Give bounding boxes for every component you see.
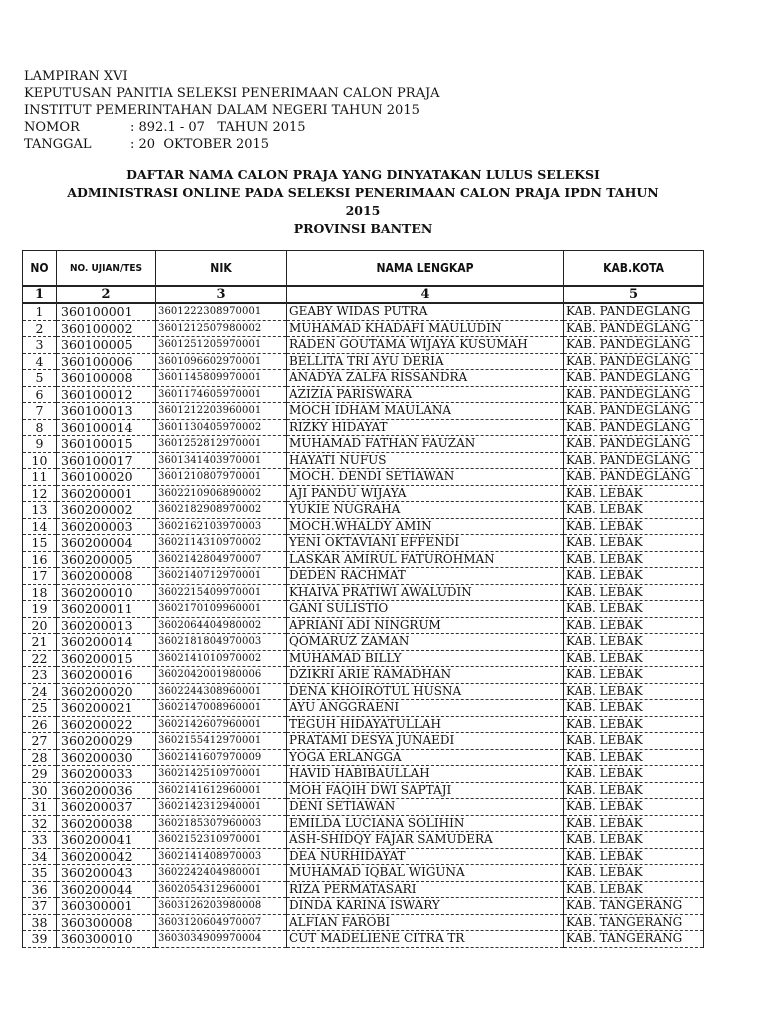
cell-no-ujian: 360100001 — [57, 303, 156, 320]
table-row — [23, 568, 704, 585]
table-row — [23, 452, 704, 469]
document-header — [24, 68, 440, 153]
cell-nama: MUHAMAD KHADAFI MAULUDIN — [287, 320, 564, 337]
cell-kab-kota: KAB. LEBAK — [564, 700, 704, 717]
table-header-row — [23, 251, 704, 287]
nomor-value: : 892.1 - 07 TAHUN 2015 — [130, 120, 306, 135]
cell-nik: 3602210906890002 — [156, 485, 287, 502]
cell-nik: 3602141612960001 — [156, 782, 287, 799]
table-row — [23, 601, 704, 618]
candidate-table — [22, 250, 704, 948]
cell-nama: DINDA KARINA ISWARY — [287, 898, 564, 915]
cell-nama: QOMARUZ ZAMAN — [287, 634, 564, 651]
cell-nik: 3601341403970001 — [156, 452, 287, 469]
cell-nama: KHAIVA PRATIWI AWALUDIN — [287, 584, 564, 601]
header-kab-kota: KAB.KOTA — [564, 251, 704, 287]
cell-nama: TEGUH HIDAYATULLAH — [287, 716, 564, 733]
cell-kab-kota: KAB. LEBAK — [564, 881, 704, 898]
table-row — [23, 931, 704, 948]
cell-nama: DEA NURHIDAYAT — [287, 848, 564, 865]
cell-nama: ASH-SHIDQY FAJAR SAMUDERA — [287, 832, 564, 849]
table-row — [23, 782, 704, 799]
table-row — [23, 353, 704, 370]
title-line: ADMINISTRASI ONLINE PADA SELEKSI PENERIMAAN CALON PRAJA IPDN TAHUN — [67, 185, 659, 200]
cell-kab-kota: KAB. LEBAK — [564, 667, 704, 684]
cell-kab-kota: KAB. PANDEGLANG — [564, 320, 704, 337]
cell-no: 16 — [23, 551, 57, 568]
cell-no-ujian: 360200008 — [57, 568, 156, 585]
cell-no-ujian: 360100020 — [57, 469, 156, 486]
cell-nik: 3601251205970001 — [156, 337, 287, 354]
cell-kab-kota: KAB. PANDEGLANG — [564, 370, 704, 387]
cell-nama: RIZKY HIDAYAT — [287, 419, 564, 436]
cell-no: 18 — [23, 584, 57, 601]
cell-no: 25 — [23, 700, 57, 717]
cell-nik: 3602147008960001 — [156, 700, 287, 717]
cell-no: 31 — [23, 799, 57, 816]
cell-kab-kota: KAB. PANDEGLANG — [564, 469, 704, 486]
cell-no-ujian: 360200044 — [57, 881, 156, 898]
table-row — [23, 584, 704, 601]
cell-no-ujian: 360200036 — [57, 782, 156, 799]
cell-no-ujian: 360200022 — [57, 716, 156, 733]
table-row — [23, 617, 704, 634]
cell-nik: 3602141607970009 — [156, 749, 287, 766]
cell-kab-kota: KAB. PANDEGLANG — [564, 419, 704, 436]
cell-no: 30 — [23, 782, 57, 799]
cell-no-ujian: 360200029 — [57, 733, 156, 750]
cell-nama: MOCH.WHALDY AMIN — [287, 518, 564, 535]
cell-nik: 3602215409970001 — [156, 584, 287, 601]
cell-nik: 3602244308960001 — [156, 683, 287, 700]
cell-kab-kota: KAB. LEBAK — [564, 815, 704, 832]
cell-no: 21 — [23, 634, 57, 651]
cell-nama: HAVID HABIBAULLAH — [287, 766, 564, 783]
cell-no: 9 — [23, 436, 57, 453]
cell-no: 34 — [23, 848, 57, 865]
cell-no: 14 — [23, 518, 57, 535]
cell-nama: MOH FAQIH DWI SAPTAJI — [287, 782, 564, 799]
cell-no-ujian: 360200037 — [57, 799, 156, 816]
cell-no: 7 — [23, 403, 57, 420]
column-number: 3 — [156, 286, 287, 303]
table-row — [23, 303, 704, 320]
cell-no: 1 — [23, 303, 57, 320]
cell-no-ujian: 360200010 — [57, 584, 156, 601]
column-number: 5 — [564, 286, 704, 303]
cell-kab-kota: KAB. LEBAK — [564, 848, 704, 865]
cell-no: 33 — [23, 832, 57, 849]
table-row — [23, 403, 704, 420]
cell-nik: 3601130405970002 — [156, 419, 287, 436]
tanggal-label: TANGGAL — [24, 137, 92, 152]
cell-no-ujian: 360100008 — [57, 370, 156, 387]
cell-nama: BELLITA TRI AYU DERIA — [287, 353, 564, 370]
table-row — [23, 683, 704, 700]
cell-no: 5 — [23, 370, 57, 387]
cell-nama: DENI SETIAWAN — [287, 799, 564, 816]
cell-no: 29 — [23, 766, 57, 783]
cell-nik: 3602064404980002 — [156, 617, 287, 634]
cell-nama: GANI SULISTIO — [287, 601, 564, 618]
title-line: 2015 — [345, 203, 381, 218]
nomor-label: NOMOR — [24, 120, 80, 135]
cell-no-ujian: 360100013 — [57, 403, 156, 420]
cell-kab-kota: KAB. TANGERANG — [564, 914, 704, 931]
cell-no-ujian: 360300008 — [57, 914, 156, 931]
cell-no-ujian: 360100014 — [57, 419, 156, 436]
cell-nama: GEABY WIDAS PUTRA — [287, 303, 564, 320]
cell-nik: 3601174605970001 — [156, 386, 287, 403]
table-row — [23, 848, 704, 865]
cell-nik: 3603126203980008 — [156, 898, 287, 915]
cell-no-ujian: 360200033 — [57, 766, 156, 783]
table-row — [23, 502, 704, 519]
cell-kab-kota: KAB. LEBAK — [564, 535, 704, 552]
table-row — [23, 485, 704, 502]
cell-no-ujian: 360200002 — [57, 502, 156, 519]
cell-no: 38 — [23, 914, 57, 931]
cell-nik: 3602185307960003 — [156, 815, 287, 832]
cell-kab-kota: KAB. LEBAK — [564, 617, 704, 634]
cell-nik: 3602142312940001 — [156, 799, 287, 816]
cell-no: 22 — [23, 650, 57, 667]
cell-no: 36 — [23, 881, 57, 898]
cell-nama: RADEN GOUTAMA WIJAYA KUSUMAH — [287, 337, 564, 354]
title-line: PROVINSI BANTEN — [293, 221, 433, 236]
cell-no-ujian: 360200042 — [57, 848, 156, 865]
cell-nik: 3602142804970007 — [156, 551, 287, 568]
cell-kab-kota: KAB. LEBAK — [564, 865, 704, 882]
cell-nik: 3603120604970007 — [156, 914, 287, 931]
column-number-row — [23, 286, 704, 303]
cell-nik: 3602142510970001 — [156, 766, 287, 783]
cell-kab-kota: KAB. PANDEGLANG — [564, 386, 704, 403]
cell-nik: 3602054312960001 — [156, 881, 287, 898]
cell-nik: 3602155412970001 — [156, 733, 287, 750]
cell-kab-kota: KAB. PANDEGLANG — [564, 303, 704, 320]
cell-no-ujian: 360200030 — [57, 749, 156, 766]
cell-nik: 3601212507980002 — [156, 320, 287, 337]
cell-nik: 3602182908970002 — [156, 502, 287, 519]
cell-kab-kota: KAB. LEBAK — [564, 832, 704, 849]
table-row — [23, 650, 704, 667]
cell-nik: 3601096602970001 — [156, 353, 287, 370]
table-row — [23, 749, 704, 766]
cell-kab-kota: KAB. LEBAK — [564, 485, 704, 502]
table-row — [23, 716, 704, 733]
cell-nama: ANADYA ZALFA RISSANDRA — [287, 370, 564, 387]
table-row — [23, 469, 704, 486]
cell-kab-kota: KAB. LEBAK — [564, 584, 704, 601]
cell-nama: EMILDA LUCIANA SOLIHIN — [287, 815, 564, 832]
cell-nik: 3602141408970003 — [156, 848, 287, 865]
cell-no: 6 — [23, 386, 57, 403]
header-nama-lengkap: NAMA LENGKAP — [287, 251, 564, 287]
cell-kab-kota: KAB. PANDEGLANG — [564, 337, 704, 354]
cell-nama: YOGA ERLANGGA — [287, 749, 564, 766]
cell-no-ujian: 360100015 — [57, 436, 156, 453]
header-nik: NIK — [156, 251, 287, 287]
tanggal-value: : 20 OKTOBER 2015 — [130, 137, 270, 152]
cell-kab-kota: KAB. LEBAK — [564, 518, 704, 535]
cell-no-ujian: 360200043 — [57, 865, 156, 882]
cell-nama: MOCH. DENDI SETIAWAN — [287, 469, 564, 486]
cell-nama: DZIKRI ARIE RAMADHAN — [287, 667, 564, 684]
cell-kab-kota: KAB. LEBAK — [564, 716, 704, 733]
table-row — [23, 419, 704, 436]
cell-no: 24 — [23, 683, 57, 700]
cell-kab-kota: KAB. LEBAK — [564, 650, 704, 667]
cell-kab-kota: KAB. LEBAK — [564, 683, 704, 700]
table-row — [23, 386, 704, 403]
cell-no-ujian: 360300001 — [57, 898, 156, 915]
cell-no: 13 — [23, 502, 57, 519]
cell-nik: 3602142607960001 — [156, 716, 287, 733]
cell-kab-kota: KAB. PANDEGLANG — [564, 403, 704, 420]
cell-no-ujian: 360200011 — [57, 601, 156, 618]
cell-no: 20 — [23, 617, 57, 634]
cell-no: 8 — [23, 419, 57, 436]
cell-nama: AZIZIA PARISWARA — [287, 386, 564, 403]
cell-nama: MUHAMAD IQBAL WIGUNA — [287, 865, 564, 882]
cell-nama: CUT MADELIENE CITRA TR — [287, 931, 564, 948]
cell-no-ujian: 360200038 — [57, 815, 156, 832]
cell-kab-kota: KAB. TANGERANG — [564, 931, 704, 948]
header-no: NO — [23, 251, 57, 287]
cell-no: 4 — [23, 353, 57, 370]
cell-no: 3 — [23, 337, 57, 354]
cell-no-ujian: 360200020 — [57, 683, 156, 700]
cell-nama: HAYATI NUFUS — [287, 452, 564, 469]
cell-nama: ALFIAN FAROBI — [287, 914, 564, 931]
table-row — [23, 733, 704, 750]
table-row — [23, 320, 704, 337]
cell-no-ujian: 360200013 — [57, 617, 156, 634]
cell-kab-kota: KAB. LEBAK — [564, 601, 704, 618]
cell-no: 11 — [23, 469, 57, 486]
table-row — [23, 832, 704, 849]
cell-nik: 3601222308970001 — [156, 303, 287, 320]
table-row — [23, 898, 704, 915]
cell-no-ujian: 360200014 — [57, 634, 156, 651]
cell-no-ujian: 360100005 — [57, 337, 156, 354]
header-line: LAMPIRAN XVI — [24, 69, 128, 84]
column-number: 4 — [287, 286, 564, 303]
cell-nama: YENI OKTAVIANI EFFENDI — [287, 535, 564, 552]
cell-kab-kota: KAB. LEBAK — [564, 634, 704, 651]
cell-nik: 3602042001980006 — [156, 667, 287, 684]
cell-nik: 3602152310970001 — [156, 832, 287, 849]
cell-nik: 3602242404980001 — [156, 865, 287, 882]
table-row — [23, 370, 704, 387]
cell-nik: 3601212203960001 — [156, 403, 287, 420]
cell-nik: 3602181804970003 — [156, 634, 287, 651]
document-title — [40, 166, 686, 238]
cell-no-ujian: 360200016 — [57, 667, 156, 684]
cell-nik: 3602162103970003 — [156, 518, 287, 535]
cell-nik: 3601145809970001 — [156, 370, 287, 387]
table-row — [23, 700, 704, 717]
table-row — [23, 865, 704, 882]
header-line: INSTITUT PEMERINTAHAN DALAM NEGERI TAHUN 2015 — [24, 103, 420, 118]
cell-no: 10 — [23, 452, 57, 469]
cell-no: 37 — [23, 898, 57, 915]
cell-no-ujian: 360100002 — [57, 320, 156, 337]
cell-kab-kota: KAB. LEBAK — [564, 782, 704, 799]
cell-no-ujian: 360200015 — [57, 650, 156, 667]
cell-kab-kota: KAB. LEBAK — [564, 749, 704, 766]
cell-kab-kota: KAB. PANDEGLANG — [564, 452, 704, 469]
cell-nama: APRIANI ADI NINGRUM — [287, 617, 564, 634]
table-row — [23, 914, 704, 931]
title-line: DAFTAR NAMA CALON PRAJA YANG DINYATAKAN LULUS SELEKSI — [126, 167, 600, 182]
column-number: 2 — [57, 286, 156, 303]
cell-nik: 3601210807970001 — [156, 469, 287, 486]
cell-nama: PRATAMI DESYA JUNAEDI — [287, 733, 564, 750]
cell-no: 26 — [23, 716, 57, 733]
cell-nama: MUHAMAD BILLY — [287, 650, 564, 667]
cell-nama: DEDEN RACHMAT — [287, 568, 564, 585]
table-row — [23, 436, 704, 453]
cell-kab-kota: KAB. PANDEGLANG — [564, 353, 704, 370]
cell-kab-kota: KAB. LEBAK — [564, 551, 704, 568]
cell-no: 15 — [23, 535, 57, 552]
cell-no-ujian: 360200001 — [57, 485, 156, 502]
cell-no-ujian: 360200004 — [57, 535, 156, 552]
cell-no-ujian: 360200021 — [57, 700, 156, 717]
cell-no: 28 — [23, 749, 57, 766]
cell-kab-kota: KAB. LEBAK — [564, 733, 704, 750]
cell-nik: 3602140712970001 — [156, 568, 287, 585]
cell-nama: YUKIE NUGRAHA — [287, 502, 564, 519]
table-row — [23, 551, 704, 568]
table-row — [23, 815, 704, 832]
cell-nama: LASKAR AMIRUL FATUROHMAN — [287, 551, 564, 568]
cell-no: 27 — [23, 733, 57, 750]
cell-nik: 3601252812970001 — [156, 436, 287, 453]
table-row — [23, 667, 704, 684]
nomor-line — [24, 119, 440, 136]
cell-nik: 3602141010970002 — [156, 650, 287, 667]
cell-nama: AYU ANGGRAENI — [287, 700, 564, 717]
table-row — [23, 634, 704, 651]
header-line: KEPUTUSAN PANITIA SELEKSI PENERIMAAN CALON PRAJA — [24, 86, 440, 101]
cell-no: 19 — [23, 601, 57, 618]
cell-kab-kota: KAB. LEBAK — [564, 799, 704, 816]
cell-no: 39 — [23, 931, 57, 948]
cell-kab-kota: KAB. LEBAK — [564, 568, 704, 585]
cell-kab-kota: KAB. LEBAK — [564, 502, 704, 519]
cell-nama: AJI PANDU WIJAYA — [287, 485, 564, 502]
cell-no: 2 — [23, 320, 57, 337]
cell-kab-kota: KAB. PANDEGLANG — [564, 436, 704, 453]
table-row — [23, 518, 704, 535]
cell-kab-kota: KAB. LEBAK — [564, 766, 704, 783]
cell-no: 32 — [23, 815, 57, 832]
cell-no-ujian: 360300010 — [57, 931, 156, 948]
cell-nama: RIZA PERMATASARI — [287, 881, 564, 898]
table-row — [23, 799, 704, 816]
cell-no: 17 — [23, 568, 57, 585]
cell-nama: MUHAMAD FATHAN FAUZAN — [287, 436, 564, 453]
table-row — [23, 881, 704, 898]
table-row — [23, 337, 704, 354]
cell-nik: 3603034909970004 — [156, 931, 287, 948]
cell-nik: 3602170109960001 — [156, 601, 287, 618]
cell-nik: 3602114310970002 — [156, 535, 287, 552]
header-no-ujian: NO. UJIAN/TES — [57, 251, 156, 287]
cell-no-ujian: 360100017 — [57, 452, 156, 469]
tanggal-line — [24, 136, 440, 153]
cell-no-ujian: 360200005 — [57, 551, 156, 568]
cell-nama: MOCH IDHAM MAULANA — [287, 403, 564, 420]
cell-nama: DENA KHOIROTUL HUSNA — [287, 683, 564, 700]
table-row — [23, 535, 704, 552]
cell-no-ujian: 360100006 — [57, 353, 156, 370]
cell-kab-kota: KAB. TANGERANG — [564, 898, 704, 915]
cell-no: 12 — [23, 485, 57, 502]
cell-no-ujian: 360100012 — [57, 386, 156, 403]
cell-no-ujian: 360200003 — [57, 518, 156, 535]
column-number: 1 — [23, 286, 57, 303]
cell-no: 35 — [23, 865, 57, 882]
cell-no: 23 — [23, 667, 57, 684]
table-row — [23, 766, 704, 783]
cell-no-ujian: 360200041 — [57, 832, 156, 849]
